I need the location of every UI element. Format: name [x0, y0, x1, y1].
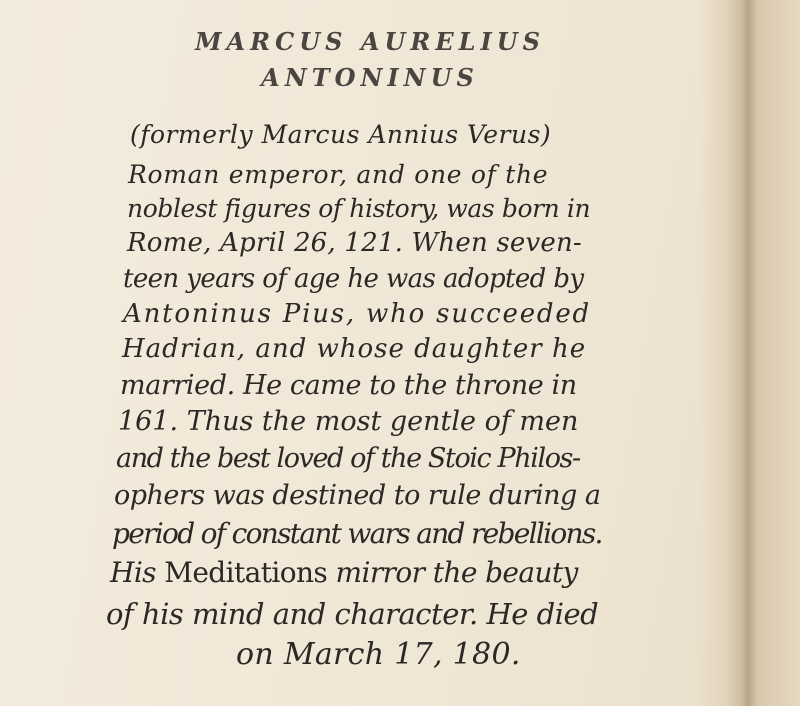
bio-line-15: on March 17, 180.	[236, 637, 521, 672]
bio-line-5: teen years of age he was adopted by	[123, 264, 584, 294]
bio-line-1: (formerly Marcus Annius Verus)	[130, 120, 552, 149]
bio-line-12: period of constant wars and rebellions.	[112, 517, 602, 550]
bio-line-9: 161. Thus the most gentle of men	[118, 406, 579, 437]
bio-line-7: Hadrian, and whose daughter he	[122, 334, 587, 364]
bio-line-13-start: His	[110, 556, 156, 589]
bio-line-2: Roman emperor, and one of the	[128, 160, 549, 189]
bio-line-4: Rome, April 26, 121. When seven-	[127, 228, 582, 258]
bio-line-13-end: mirror the beauty	[335, 556, 578, 589]
bio-line-6: Antoninus Pius, who succeeded	[123, 299, 591, 329]
bio-line-13	[110, 556, 578, 589]
bio-line-11: ophers was destined to rule during a	[114, 480, 601, 511]
book-gutter	[700, 0, 800, 706]
bio-line-8: married. He came to the throne in	[120, 370, 577, 401]
meditations-title: Meditations	[164, 556, 328, 589]
bio-line-10: and the best loved of the Stoic Philos-	[116, 443, 580, 474]
bio-line-3: noblest figures of history, was born in	[127, 194, 591, 223]
title-line-2: ANTONINUS	[261, 63, 479, 92]
title-line-1: MARCUS AURELIUS	[194, 27, 545, 56]
bio-line-14: of his mind and character. He died	[106, 597, 599, 631]
